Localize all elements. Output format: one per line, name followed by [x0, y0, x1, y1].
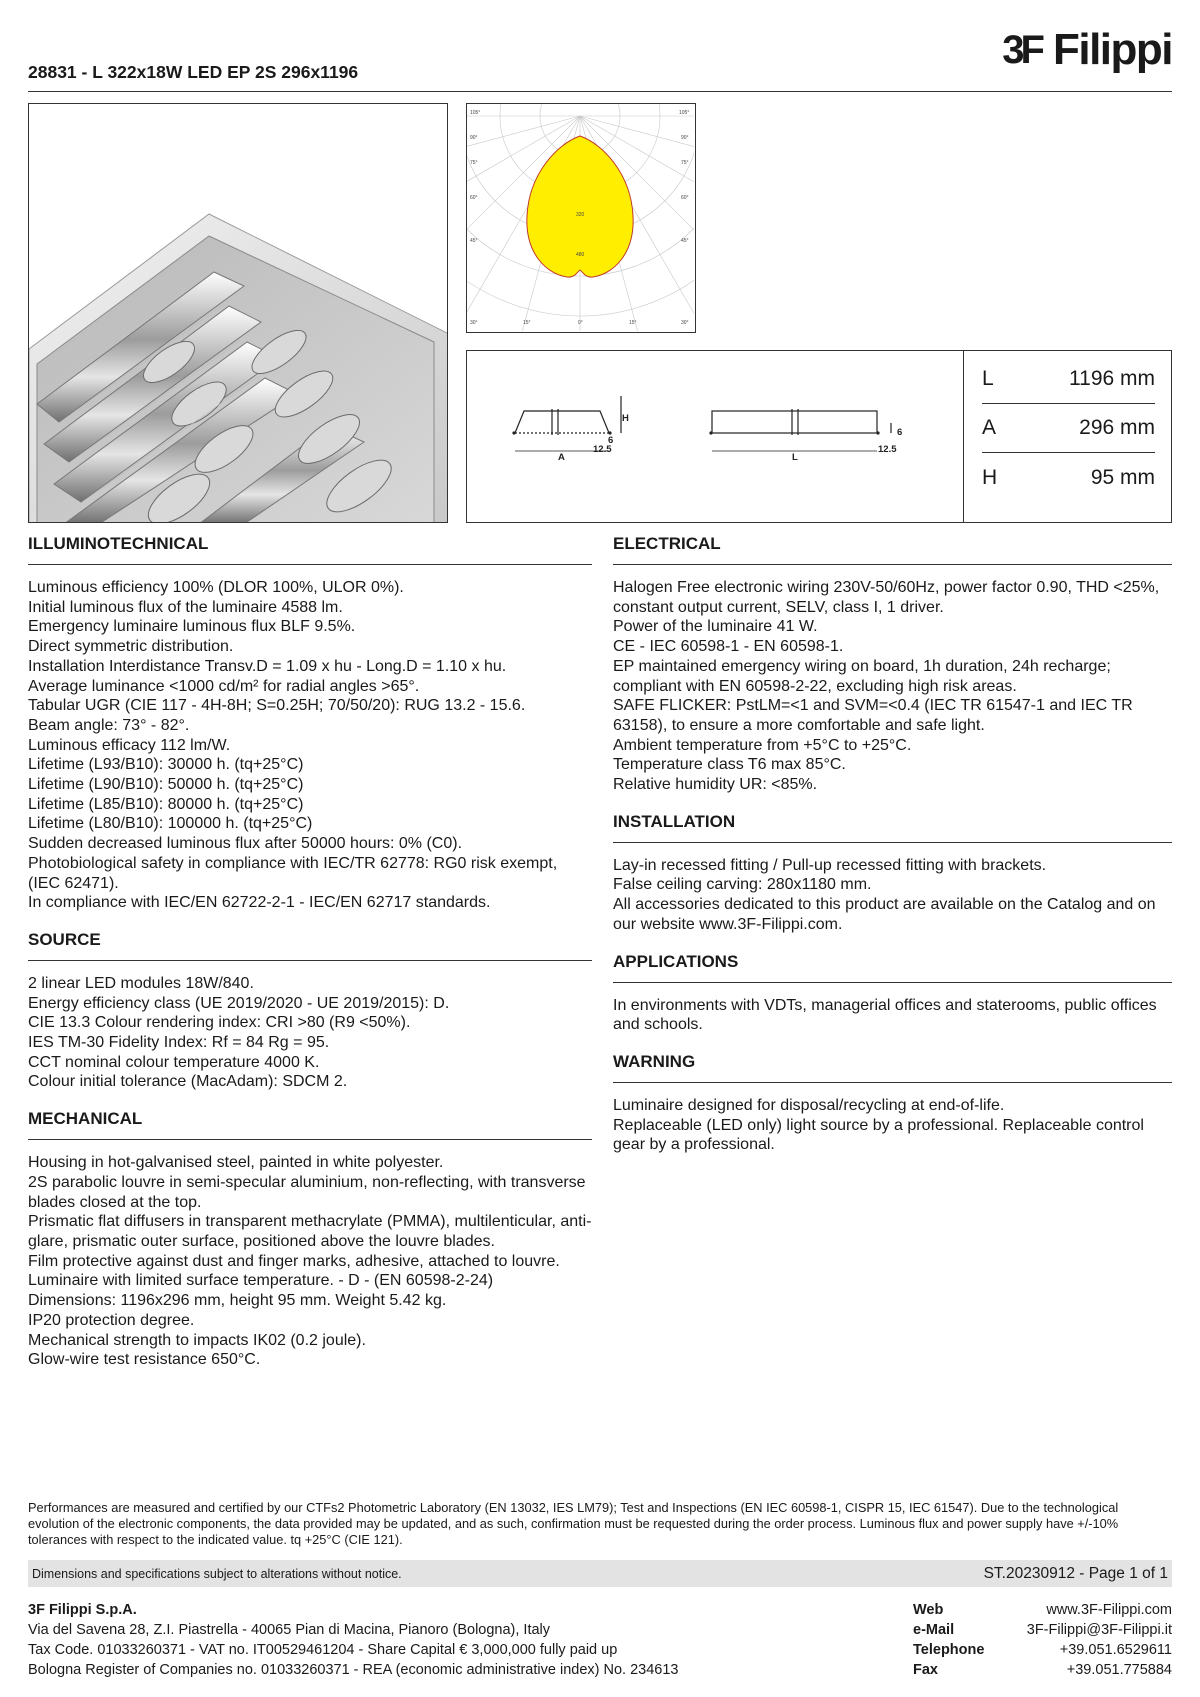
spec-line: Direct symmetric distribution.	[28, 638, 234, 656]
angle-label: 45°	[470, 238, 478, 244]
technical-drawing	[467, 351, 963, 522]
angle-label: 75°	[470, 160, 478, 166]
spec-line: Energy efficiency class (UE 2019/2020 - UE 2019/2015): D.	[28, 994, 450, 1012]
spec-line: Tabular UGR (CIE 117 - 4H-8H; S=0.25H; 70/50/20): RUG 13.2 - 15.6.	[28, 697, 526, 715]
spec-line: Emergency luminaire luminous flux BLF 9.5%.	[28, 618, 356, 636]
contact-label: e-Mail	[913, 1622, 955, 1638]
section-drawings	[467, 351, 963, 521]
spec-line: Temperature class T6 max 85°C.	[613, 756, 846, 774]
dimension-value: 1196 mm	[1069, 367, 1155, 390]
product-title: 28831 - L 322x18W LED EP 2S 296x1196	[28, 62, 359, 82]
notice-bar	[28, 1560, 1172, 1587]
section-warning	[613, 1052, 1172, 1155]
drawing-label-a: A	[558, 452, 565, 463]
section-body	[613, 996, 1172, 1035]
section-installation	[613, 812, 1172, 935]
spec-line: Prismatic flat diffusers in transparent methacrylate (PMMA), multilenticular, anti-glare, prismatic outer surface, positioned above the louvre blades.	[28, 1213, 592, 1250]
spec-line: Power of the luminaire 41 W.	[613, 618, 818, 636]
spec-line: Lifetime (L80/B10): 100000 h. (tq+25°C)	[28, 815, 313, 833]
dimension-label: H	[982, 465, 998, 489]
spec-line: Beam angle: 73° - 82°.	[28, 716, 190, 734]
section-heading: SOURCE	[28, 930, 592, 961]
spec-line: False ceiling carving: 280x1180 mm.	[613, 876, 872, 894]
spec-line: Mechanical strength to impacts IK02 (0.2 joule).	[28, 1331, 366, 1349]
radial-value-label: 480	[576, 252, 585, 258]
spec-line: 2S parabolic louvre in semi-specular aluminium, non-reflecting, with transverse blades closed at the top.	[28, 1173, 586, 1211]
dimension-value: 296 mm	[1079, 416, 1155, 439]
luminaire-illustration	[29, 104, 448, 523]
spec-line: Sudden decreased luminous flux after 50000 hours: 0% (C0).	[28, 835, 463, 853]
spec-line: Lay-in recessed fitting / Pull-up recessed fitting with brackets.	[613, 856, 1047, 874]
contact-label: Fax	[913, 1662, 938, 1678]
alteration-notice: Dimensions and specifications subject to alterations without notice.	[32, 1566, 402, 1581]
section-electrical	[613, 534, 1172, 795]
contact-row-fax	[913, 1660, 1172, 1680]
contact-row-web	[913, 1600, 1172, 1620]
company-name: 3F Filippi S.p.A.	[28, 1602, 137, 1618]
contact-email-link[interactable]: 3F-Filippi@3F-Filippi.it	[1026, 1622, 1172, 1638]
spec-line: Luminous efficiency 100% (DLOR 100%, ULOR 0%).	[28, 579, 404, 596]
logo-text: Filippi	[1052, 25, 1172, 74]
header-divider	[28, 91, 1172, 92]
spec-line: CCT nominal colour temperature 4000 K.	[28, 1053, 320, 1071]
dimension-value: 95 mm	[1090, 465, 1155, 489]
dimension-row-length	[982, 355, 1155, 404]
section-mechanical	[28, 1109, 592, 1370]
spec-line: Ambient temperature from +5°C to +25°C.	[613, 736, 912, 754]
section-heading: WARNING	[613, 1052, 1172, 1083]
angle-label: 15°	[523, 320, 531, 326]
contact-row-telephone	[913, 1640, 1172, 1660]
section-body	[28, 1153, 592, 1370]
section-body	[28, 974, 592, 1092]
spec-line: Lifetime (L90/B10): 50000 h. (tq+25°C)	[28, 776, 304, 794]
product-photo	[28, 103, 448, 523]
contact-web-link[interactable]: www.3F-Filippi.com	[1046, 1602, 1172, 1618]
angle-label: 0°	[578, 320, 583, 326]
spec-line: IES TM-30 Fidelity Index: Rf = 84 Rg = 95.	[28, 1034, 330, 1052]
section-source	[28, 930, 592, 1092]
spec-line: In compliance with IEC/EN 62722-2-1 - IEC/EN 62717 standards.	[28, 894, 491, 912]
spec-line: Luminaire with limited surface temperature. - D - (EN 60598-2-24)	[28, 1272, 494, 1290]
section-applications	[613, 952, 1172, 1035]
drawing-dim-6: 6	[897, 427, 903, 438]
dimension-label: L	[982, 367, 994, 390]
drawing-label-h: H	[622, 413, 629, 424]
polar-chart	[467, 104, 694, 331]
drawing-dim-12-5: 12.5	[878, 444, 897, 455]
spec-line: Colour initial tolerance (MacAdam): SDCM 2.	[28, 1073, 348, 1091]
spec-line: Initial luminous flux of the luminaire 4588 lm.	[28, 598, 343, 616]
section-illuminotechnical	[28, 534, 592, 913]
radial-value-label: 320	[576, 212, 585, 218]
spec-line: Photobiological safety in compliance with IEC/TR 62778: RG0 risk exempt, (IEC 62471).	[28, 854, 558, 892]
performance-footnote: Performances are measured and certified by our CTFs2 Photometric Laboratory (EN 13032, IES LM79); Test and Inspections (EN IEC 60598-1, CISPR 15, IEC 61547). Due to the technological evolution of the electronic components, the data provided may be updated, and as such, confirmation must be requested during the order process. Luminous flux and power supply have +/-10% tolerances with respect to the indicated value. tq +25°C (CIE 121).	[28, 1500, 1119, 1547]
dimensions-table	[963, 351, 1173, 522]
spec-line: Halogen Free electronic wiring 230V-50/60Hz, power factor 0.90, THD <25%, constant output current, SELV, class I, 1 driver.	[613, 579, 1160, 616]
angle-label: 105°	[679, 110, 690, 116]
section-heading: ILLUMINOTECHNICAL	[28, 534, 592, 565]
company-info	[28, 1600, 678, 1680]
spec-line: Dimensions: 1196x296 mm, height 95 mm. Weight 5.42 kg.	[28, 1292, 447, 1310]
spec-line: 2 linear LED modules 18W/840.	[28, 974, 254, 992]
spec-line: EP maintained emergency wiring on board, 1h duration, 24h recharge; compliant with EN 60598-2-22, excluding high risk areas.	[613, 657, 1111, 695]
company-address: Via del Savena 28, Z.I. Piastrella - 40065 Pian di Macina, Pianoro (Bologna), Italy	[28, 1622, 551, 1638]
right-column	[613, 534, 1172, 1172]
section-heading: INSTALLATION	[613, 812, 1172, 843]
drawing-dim-6: 6	[608, 435, 614, 446]
spec-line: CE - IEC 60598-1 - EN 60598-1.	[613, 638, 844, 656]
section-body	[28, 578, 592, 913]
contact-label: Telephone	[913, 1642, 985, 1658]
spec-line: IP20 protection degree.	[28, 1311, 195, 1329]
dimension-row-width	[982, 404, 1155, 453]
spec-line: Replaceable (LED only) light source by a professional. Replaceable control gear by a professional.	[613, 1116, 1144, 1154]
spec-line: Installation Interdistance Transv.D = 1.09 x hu - Long.D = 1.10 x hu.	[28, 657, 507, 675]
contact-telephone: +39.051.6529611	[1059, 1642, 1172, 1658]
spec-line: Glow-wire test resistance 650°C.	[28, 1351, 261, 1369]
spec-line: Housing in hot-galvanised steel, painted in white polyester.	[28, 1154, 444, 1172]
drawing-label-l: L	[792, 452, 798, 463]
polar-diagram	[466, 103, 696, 333]
spec-line: Luminaire designed for disposal/recycling at end-of-life.	[613, 1096, 1005, 1114]
dimension-row-height	[982, 453, 1155, 502]
angle-label: 105°	[470, 110, 481, 116]
dimension-label: A	[982, 416, 997, 439]
spec-line: Luminous efficacy 112 lm/W.	[28, 736, 231, 754]
spec-line: Film protective against dust and finger marks, adhesive, attached to louvre.	[28, 1252, 560, 1270]
angle-label: 90°	[681, 135, 689, 141]
angle-label: 15°	[629, 320, 637, 326]
contact-row-email	[913, 1620, 1172, 1640]
logo-mark: 3F	[1002, 27, 1041, 72]
section-body	[613, 578, 1172, 795]
spec-line: CIE 13.3 Colour rendering index: CRI >80 (R9 <50%).	[28, 1014, 411, 1032]
contact-info	[913, 1600, 1172, 1680]
company-register: Bologna Register of Companies no. 01033260371 - REA (economic administrative index) No. 234613	[28, 1662, 679, 1678]
angle-label: 90°	[470, 135, 478, 141]
angle-label: 30°	[681, 320, 689, 326]
left-column	[28, 534, 592, 1387]
section-heading: MECHANICAL	[28, 1109, 592, 1140]
spec-line: Average luminance <1000 cd/m² for radial angles >65°.	[28, 677, 420, 695]
section-body	[613, 856, 1172, 935]
spec-line: In environments with VDTs, managerial offices and staterooms, public offices and schools.	[613, 996, 1157, 1034]
angle-label: 60°	[681, 195, 689, 201]
company-tax: Tax Code. 01033260371 - VAT no. IT00529461204 - Share Capital € 3,000,000 fully paid up	[28, 1642, 618, 1658]
angle-label: 30°	[470, 320, 478, 326]
contact-label: Web	[913, 1602, 944, 1618]
spec-line: All accessories dedicated to this product are available on the Catalog and on our website www.3F-Filippi.com.	[613, 896, 1156, 933]
brand-logo	[1002, 25, 1172, 74]
section-heading: APPLICATIONS	[613, 952, 1172, 983]
angle-label: 45°	[681, 238, 689, 244]
drawing-dim-12-5: 12.5	[593, 444, 612, 455]
spec-line: Lifetime (L93/B10): 30000 h. (tq+25°C)	[28, 756, 304, 774]
document-code: ST.20230912 - Page 1 of 1	[983, 1564, 1168, 1582]
contact-fax: +39.051.775884	[1066, 1662, 1172, 1678]
section-heading: ELECTRICAL	[613, 534, 1172, 565]
spec-line: Lifetime (L85/B10): 80000 h. (tq+25°C)	[28, 795, 304, 813]
dimensions-panel	[466, 350, 1172, 523]
spec-line: SAFE FLICKER: PstLM=<1 and SVM=<0.4 (IEC TR 61547-1 and IEC TR 63158), to ensure a more comfortable and safe light.	[613, 697, 1133, 734]
angle-label: 60°	[470, 195, 478, 201]
angle-label: 75°	[681, 160, 689, 166]
spec-line: Relative humidity UR: <85%.	[613, 776, 818, 794]
section-body	[613, 1096, 1172, 1155]
